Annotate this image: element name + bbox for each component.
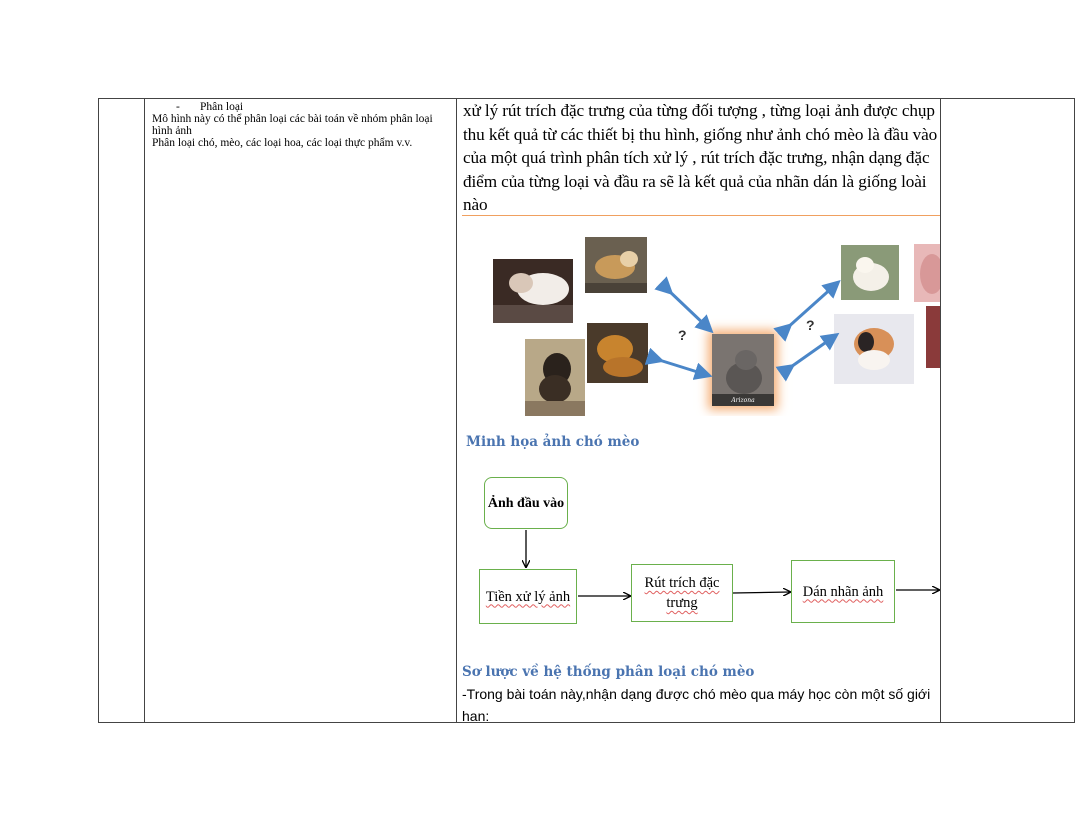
- labeling-label: Dán nhãn ảnh: [802, 583, 884, 600]
- double-arrow-icon: [656, 359, 704, 374]
- diagram-caption: Sơ lược về hệ thống phân loại chó mèo: [462, 664, 755, 680]
- table-col-border-5: [1074, 98, 1075, 723]
- arrows-layer: [462, 216, 940, 416]
- note-text: -Trong bài toán này,nhận dạng được chó mèo qua máy học còn một số giới han:: [462, 686, 931, 724]
- bullet-dash: -: [176, 101, 180, 113]
- bullet-heading: [152, 101, 442, 113]
- question-mark-icon: ?: [678, 327, 687, 343]
- double-arrow-icon: [788, 338, 832, 369]
- left-line-1: Mô hình này có thể phân loại các bài toán về nhóm phân loại hình ảnh: [152, 113, 433, 137]
- preprocess-label: Tiền xử lý ảnh: [485, 588, 571, 605]
- body-paragraph: xử lý rút trích đặc trưng của từng đối tượng , từng loại ảnh được chụp thu kết quả từ các thiết bị thu hình, giống như ảnh chó mèo là đầu vào của một quá trình phân tích xử lý , rút trích đặc trưng, nhận dạng đặc điểm của từng loại và đầu ra sẽ là kết quả của nhãn dán là giống loài nào: [463, 101, 938, 214]
- input-image-label: Ảnh đầu vào: [487, 495, 565, 511]
- labeling-box: [791, 560, 895, 623]
- left-cell-text: [152, 101, 442, 149]
- feature-extraction-box: [631, 564, 733, 622]
- flow-arrow-icon: [733, 592, 790, 593]
- left-line-2: Phân loại chó, mèo, các loại hoa, các loại thực phẩm v.v.: [152, 137, 413, 149]
- table-col-border-2: [144, 98, 145, 723]
- input-image-box: [484, 477, 568, 529]
- feature-extraction-label: Rút trích đặc trưng: [644, 575, 720, 611]
- table-col-border-3: [456, 98, 457, 723]
- dog-cat-illustration: [462, 215, 940, 416]
- center-cat-label: Arizona: [731, 397, 755, 404]
- figure-caption: Minh họa ảnh chó mèo: [466, 434, 640, 450]
- table-col-border-1: [98, 98, 99, 723]
- double-arrow-icon: [667, 289, 707, 327]
- question-mark-icon: ?: [806, 317, 815, 333]
- preprocess-box: [479, 569, 577, 624]
- bullet-title: Phân loại: [200, 101, 244, 113]
